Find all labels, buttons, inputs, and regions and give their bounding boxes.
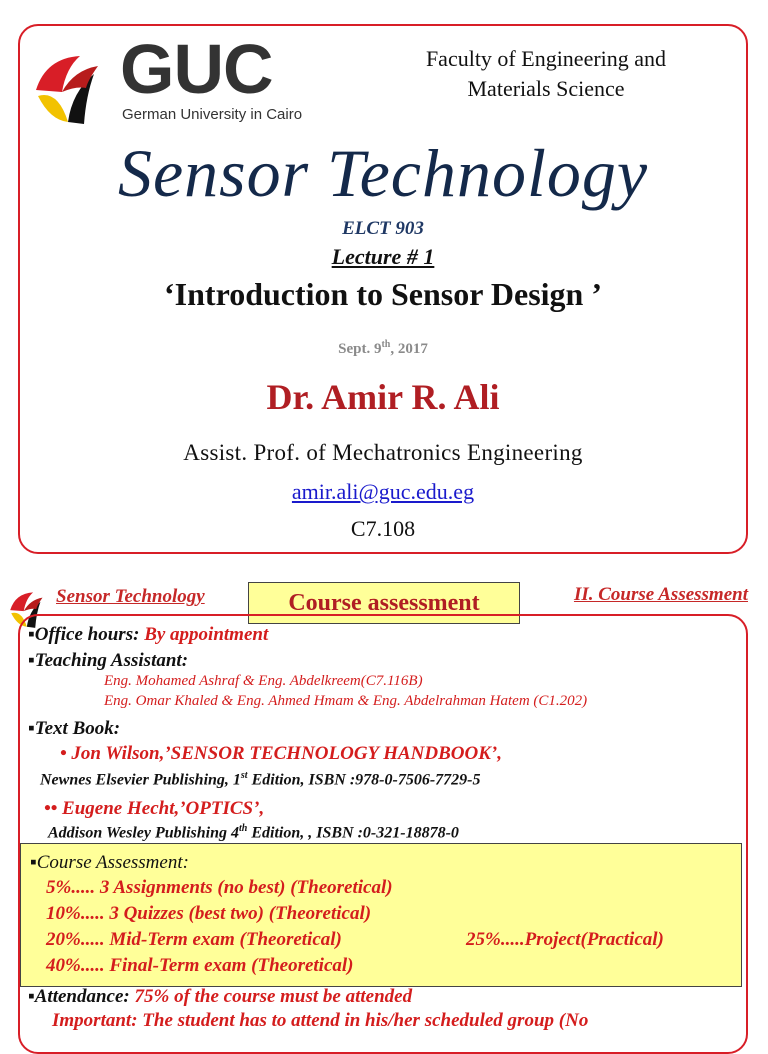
assessment-item-quizzes: 10%..... 3 Quizzes (best two) (Theoretical) — [46, 903, 372, 924]
assessment-item-project: 25%.....Project(Practical) — [466, 929, 664, 950]
attendance-value: 75% of the course must be attended — [134, 986, 413, 1007]
lecture-title: ‘Introduction to Sensor Design ’ — [164, 276, 602, 312]
guc-logo-subtitle: German University in Cairo — [122, 106, 303, 123]
guc-logo-text: GUC — [120, 30, 273, 108]
assessment-item-assignments: 5%..... 3 Assignments (no best) (Theoretical) — [46, 877, 393, 898]
ta-line-1: Eng. Mohamed Ashraf & Eng. Abdelkreem(C7.116B) — [104, 673, 423, 689]
office-hours-row — [28, 624, 268, 646]
bullet-icon: ▪ — [28, 718, 35, 739]
date-text: Sept. 9 — [338, 341, 382, 357]
slide-header-title: Course assessment — [248, 582, 520, 624]
attendance-label: Attendance: — [34, 986, 130, 1007]
lecture-number-text: Lecture # 1 — [331, 244, 435, 269]
teaching-assistant-label: Teaching Assistant: — [34, 650, 189, 671]
book-2-pub-text: Addison Wesley Publishing 4 — [48, 824, 239, 842]
office-room: C7.108 — [350, 516, 416, 541]
instructor-position: Assist. Prof. of Mechatronics Engineering — [183, 440, 583, 465]
instructor-name: Dr. Amir R. Ali — [266, 377, 500, 417]
bullet-icon: ▪ — [28, 624, 35, 645]
bullet-icon: ▪ — [28, 650, 35, 671]
book-2-pub-sup: th — [239, 823, 248, 834]
instructor-email-link[interactable]: amir.ali@guc.edu.eg — [291, 479, 475, 504]
assessment-item-final: 40%..... Final-Term exam (Theoretical) — [46, 955, 354, 976]
textbook-row — [28, 718, 120, 740]
office-hours-label: Office hours: — [34, 624, 140, 645]
attendance-important-note: Important: The student has to attend in his/her scheduled group (No — [52, 1010, 589, 1031]
book-1-pub-isbn: Edition, ISBN :978-0-7506-7729-5 — [247, 771, 481, 789]
title-slide — [18, 24, 748, 554]
assessment-label-row — [30, 852, 189, 874]
lecture-date — [20, 339, 746, 358]
attendance-row — [28, 986, 412, 1008]
textbook-label: Text Book: — [34, 718, 121, 739]
assessment-item-midterm: 20%..... Mid-Term exam (Theoretical) — [46, 929, 342, 950]
office-hours-value: By appointment — [144, 624, 269, 645]
book-1-title: • Jon Wilson,’SENSOR TECHNOLOGY HANDBOOK’, — [60, 743, 502, 764]
guc-logo-icon — [28, 40, 120, 132]
book-1-publisher — [40, 770, 480, 789]
book-1-pub-text: Newnes Elsevier Publishing, 1 — [40, 771, 241, 789]
date-sup: th — [381, 339, 391, 350]
bullet-icon: ▪ — [30, 852, 37, 873]
slide-header-left: Sensor Technology — [56, 586, 205, 607]
book-1-pub-sup: st — [240, 770, 248, 781]
faculty-name: Faculty of Engineering and Materials Science — [425, 46, 667, 101]
book-2-title: •• Eugene Hecht,’OPTICS’, — [44, 798, 265, 819]
ta-line-2: Eng. Omar Khaled & Eng. Ahmed Hmam & Eng. Abdelrahman Hatem (C1.202) — [104, 693, 588, 709]
date-year: , 2017 — [390, 341, 428, 357]
lecture-number — [20, 244, 746, 270]
book-2-pub-isbn: Edition, , ISBN :0-321-18878-0 — [247, 824, 459, 842]
assessment-label: Course Assessment: — [36, 852, 189, 873]
course-code: ELCT 903 — [342, 218, 424, 239]
bullet-icon: ▪ — [28, 986, 35, 1007]
slide-header-right: II. Course Assessment — [573, 584, 748, 605]
book-2-publisher — [48, 823, 459, 842]
teaching-assistant-row — [28, 650, 188, 672]
course-title: Sensor Technology — [117, 135, 649, 211]
